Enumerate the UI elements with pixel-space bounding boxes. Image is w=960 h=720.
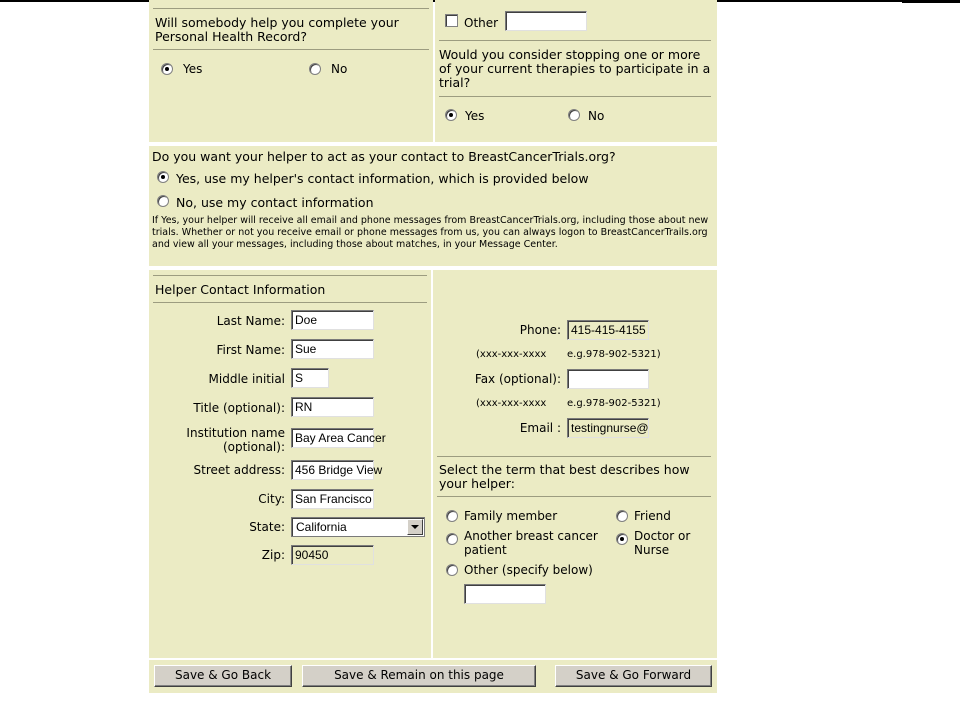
doctor-label-line2: Nurse [634, 543, 670, 557]
other-relationship-label: Other (specify below) [464, 563, 593, 577]
therapy-yes-radio[interactable] [445, 109, 457, 121]
divider [153, 49, 429, 50]
phone-example-hint: e.g.978-902-5321) [567, 349, 661, 360]
state-select[interactable] [291, 517, 425, 537]
therapy-yes-label: Yes [465, 109, 485, 123]
phone-format-hint: (xxx-xxx-xxxx [476, 349, 547, 360]
last-name-label: Last Name: [216, 314, 285, 328]
help-yes-radio[interactable] [161, 63, 173, 75]
therapy-no-label: No [588, 109, 605, 123]
fax-format-hint: (xxx-xxx-xxxx [476, 398, 547, 409]
middle-initial-label: Middle initial [208, 372, 285, 386]
doctor-label: Doctor or [634, 529, 691, 543]
button-bar [149, 660, 717, 693]
phone-label: Phone: [519, 323, 561, 337]
help-no-radio[interactable] [309, 63, 321, 75]
middle-initial-input[interactable]: S [291, 368, 329, 388]
top-border-right [902, 0, 960, 3]
save-go-forward-button[interactable]: Save & Go Forward [555, 665, 712, 687]
other-therapy-input[interactable] [505, 11, 587, 31]
helper-heading: Helper Contact Information [155, 282, 326, 297]
zip-label: Zip: [261, 548, 285, 562]
divider [153, 275, 427, 276]
relationship-question: Select the term that best describes how your helper: [439, 462, 690, 491]
divider [153, 8, 429, 9]
fax-input[interactable] [567, 369, 649, 389]
contact-question: Do you want your helper to act as your contact to BreastCancerTrials.org? [152, 149, 616, 164]
friend-label: Friend [634, 509, 671, 523]
save-remain-button[interactable]: Save & Remain on this page [302, 665, 536, 687]
divider [437, 496, 711, 497]
contact-helper-label: Yes, use my helper's contact information, which is provided below [176, 171, 589, 186]
last-name-input[interactable]: Doe [291, 310, 374, 330]
family-radio[interactable] [446, 510, 458, 522]
divider [439, 40, 711, 41]
state-label: State: [249, 520, 285, 534]
divider [153, 302, 427, 303]
family-label: Family member [464, 509, 558, 523]
therapy-panel [435, 0, 717, 142]
save-go-back-button[interactable]: Save & Go Back [154, 665, 292, 687]
street-label: Street address: [193, 463, 285, 477]
other-relationship-radio[interactable] [446, 564, 458, 576]
friend-radio[interactable] [616, 510, 628, 522]
contact-preference-panel [149, 146, 717, 266]
email-label: Email : [519, 421, 561, 435]
city-label: City: [258, 492, 285, 506]
contact-mine-radio[interactable] [157, 195, 169, 207]
help-question-panel [149, 0, 433, 142]
zip-input[interactable]: 90450 [291, 545, 374, 565]
other-therapy-label: Other [464, 16, 499, 30]
institution-label: Institution name [186, 426, 285, 440]
city-input[interactable]: San Francisco [291, 489, 374, 509]
other-therapy-checkbox[interactable] [445, 14, 458, 27]
first-name-label: First Name: [216, 343, 285, 357]
institution-input[interactable]: Bay Area Cancer [291, 428, 374, 448]
street-input[interactable]: 456 Bridge View [291, 460, 374, 480]
title-input[interactable]: RN [291, 397, 374, 417]
help-no-label: No [331, 62, 348, 76]
fax-example-hint: e.g.978-902-5321) [567, 398, 661, 409]
state-value: California [296, 520, 347, 534]
patient-label-line2: patient [464, 543, 507, 557]
phone-input[interactable]: 415-415-4155 [567, 320, 649, 340]
contact-note: If Yes, your helper will receive all email and phone messages from BreastCancerTrials.org, including those about new trials. Whether or not you receive email or phone messages from us, you can always logon to BreastCancerTrails.org and view all your messages, including those about matches, in your Message Center. [152, 215, 709, 250]
doctor-radio[interactable] [616, 533, 628, 545]
divider [439, 96, 711, 97]
contact-helper-radio[interactable] [157, 171, 169, 183]
fax-label: Fax (optional): [474, 372, 561, 386]
therapy-no-radio[interactable] [568, 109, 580, 121]
divider [437, 456, 711, 457]
institution-optional-label: (optional): [222, 440, 285, 454]
patient-label: Another breast cancer [464, 529, 598, 543]
contact-mine-label: No, use my contact information [176, 195, 374, 210]
helper-contact-panel [149, 270, 431, 658]
help-yes-label: Yes [183, 62, 203, 76]
other-relationship-input[interactable] [464, 584, 546, 604]
helper-phone-panel [433, 270, 717, 658]
patient-radio[interactable] [446, 533, 458, 545]
chevron-down-icon[interactable] [407, 519, 423, 535]
help-question-text: Will somebody help you complete your Personal Health Record? [155, 15, 399, 44]
title-label: Title (optional): [193, 401, 285, 415]
email-input[interactable]: testingnurse@ [567, 418, 649, 438]
first-name-input[interactable]: Sue [291, 339, 374, 359]
therapy-question-text: Would you consider stopping one or more of your current therapies to participate in a trial? [439, 47, 711, 90]
